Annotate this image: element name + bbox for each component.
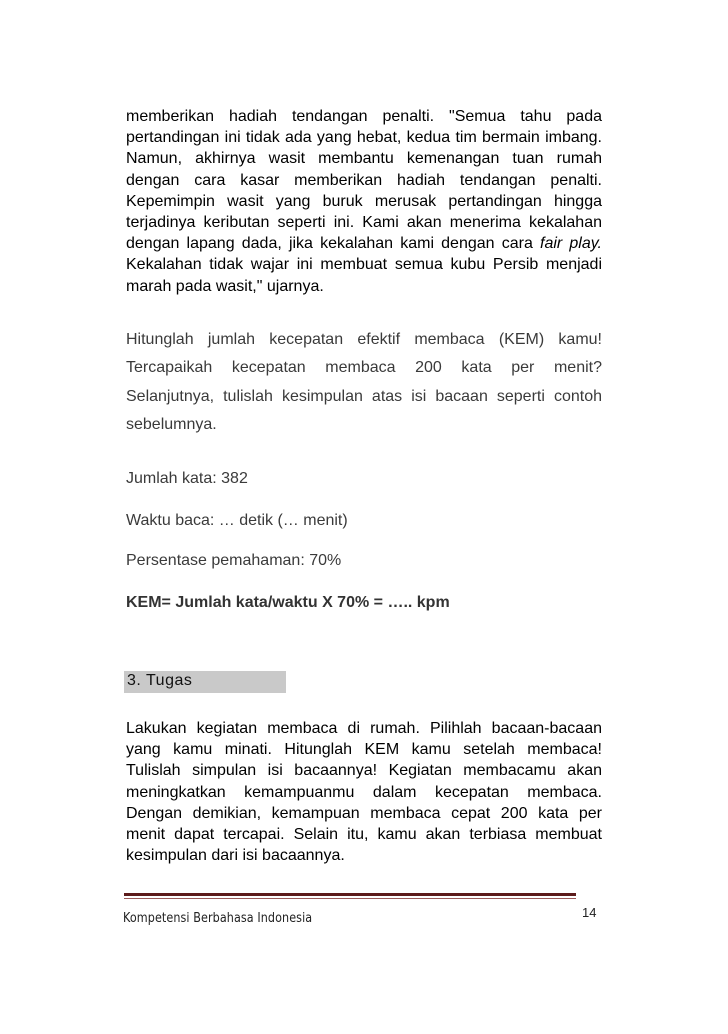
- quote-text-start: memberikan hadiah tendangan penalti. "Semua tahu pada pertandingan ini tidak ada yang hebat, kedua tim bermain imbang. Namun, akhirnya wasit membantu kemenangan tuan rumah dengan cara kasar memberikan hadiah tendangan penalti. Kepemimpin wasit yang buruk merusak pertandingan hingga terjadinya keributan seperti ini. Kami akan menerima kekalahan dengan lapang dada, jika kekalahan kami dengan cara: [126, 108, 602, 253]
- quote-paragraph: [126, 106, 602, 297]
- quote-italic-term: fair play.: [540, 235, 602, 253]
- kem-formula: KEM= Jumlah kata/waktu X 70% = ….. kpm: [126, 594, 450, 611]
- section-heading-bar: [124, 671, 286, 693]
- footer-title: Kompetensi Berbahasa Indonesia: [123, 911, 313, 926]
- quote-text-end: Kekalahan tidak wajar ini membuat semua kubu Persib menjadi marah pada wasit," ujarnya.: [126, 256, 602, 295]
- instruction-paragraph: Hitunglah jumlah kecepatan efektif membaca (KEM) kamu! Tercapaikah kecepatan membaca 200 kata per menit? Selanjutnya, tulislah kesimpulan atas isi bacaan seperti contoh sebelumnya.: [126, 331, 602, 433]
- task-paragraph: Lakukan kegiatan membaca di rumah. Pilihlah bacaan-bacaan yang kamu minati. Hitunglah KEM kamu setelah membaca! Tulislah simpulan isi bacaannya! Kegiatan membacamu akan meningkatkan kemampuanmu dalam kecepatan membaca. Dengan demikian, kemampuan membaca cepat 200 kata per menit dapat tercapai. Selain itu, kamu akan terbiasa membuat kesimpulan dari isi bacaannya.: [126, 720, 602, 865]
- page-number: 14: [582, 905, 597, 920]
- reading-time-line: Waktu baca: … detik (… menit): [126, 512, 348, 529]
- comprehension-line: Persentase pemahaman: 70%: [126, 552, 342, 569]
- section-heading: 3. Tugas: [127, 672, 193, 689]
- word-count-line: Jumlah kata: 382: [126, 470, 248, 487]
- footer-rule-thin: [124, 898, 576, 899]
- footer-rule: [124, 893, 576, 896]
